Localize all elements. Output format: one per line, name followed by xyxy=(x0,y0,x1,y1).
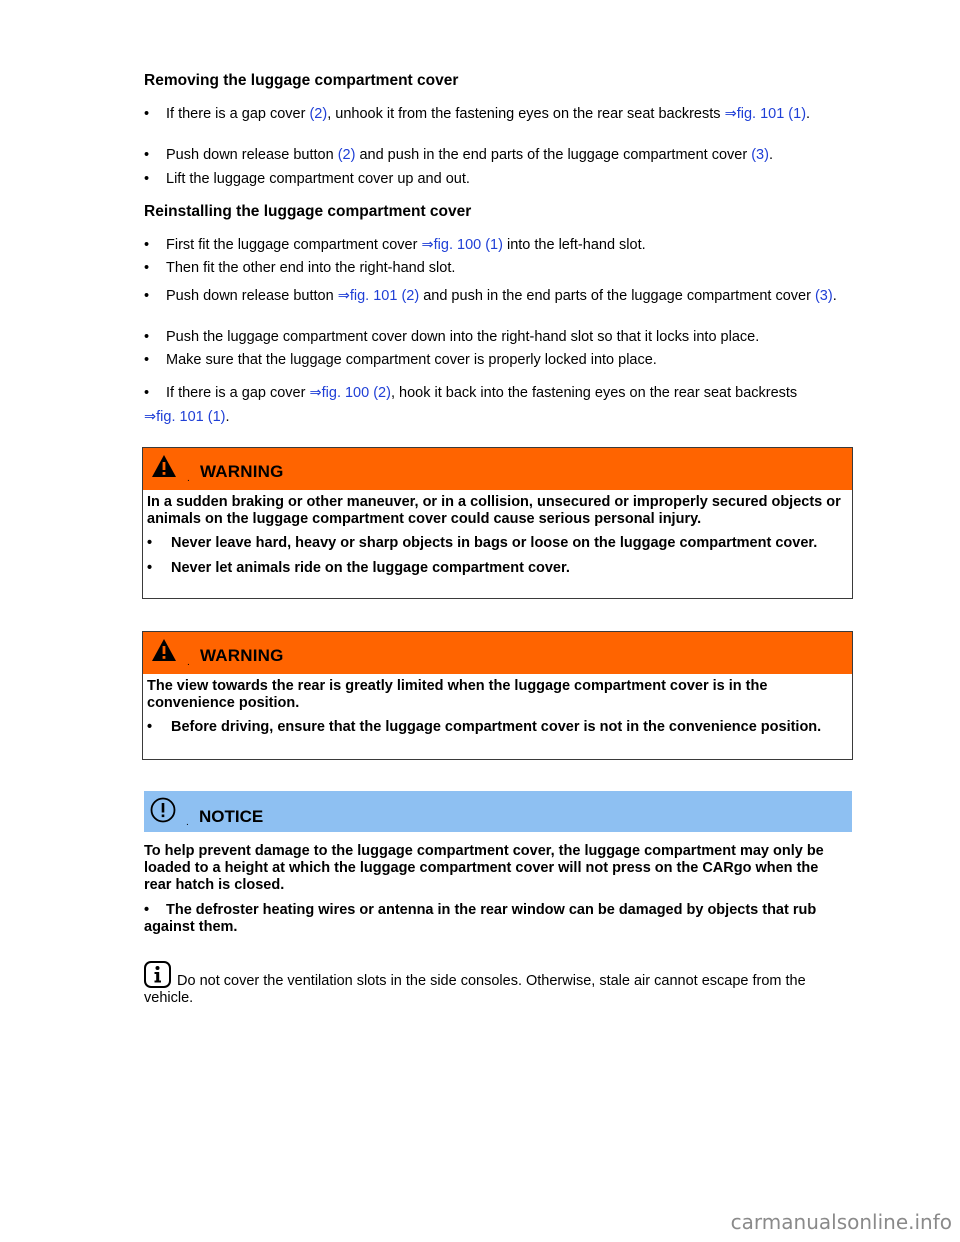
list-item: • The defroster heating wires or antenna in the rear window can be damaged by objects that rub against them. xyxy=(144,902,817,935)
ref-link[interactable]: (2) xyxy=(337,147,356,163)
list-item: • Then fit the other end into the right-hand slot. xyxy=(144,260,456,276)
ref-link[interactable]: fig. 101 (2) xyxy=(349,288,420,304)
warning-body xyxy=(143,674,852,736)
ref-link[interactable]: (2) xyxy=(309,106,328,122)
warning-title: WARNING xyxy=(200,646,284,665)
ref-link[interactable]: fig. 100 (1) xyxy=(433,237,503,253)
arrow-icon: ⇒ xyxy=(724,106,737,122)
header-dot: . xyxy=(186,817,189,828)
bullet-mark: • xyxy=(144,147,150,163)
bullet-mark: • xyxy=(144,237,150,253)
list-item: • Before driving, ensure that the luggage compartment cover is not in the convenience position. xyxy=(147,719,822,735)
warning-triangle-icon xyxy=(151,454,177,478)
notice-body xyxy=(144,843,844,936)
list-item: • If there is a gap cover ⇒fig. 100 (2), hook it back into the fastening eyes on the rear seat backrests ⇒fig. 101 (1). xyxy=(144,381,844,429)
list-item: • If there is a gap cover (2), unhook it from the fastening eyes on the rear seat backrests ⇒fig. 101 (1). xyxy=(144,106,811,122)
warning-intro: The view towards the rear is greatly limited when the luggage compartment cover is in the convenience position. xyxy=(147,678,768,711)
ref-link[interactable]: (3) xyxy=(751,147,769,163)
bullet-mark: • xyxy=(144,329,150,345)
warning-body xyxy=(143,490,852,577)
notice-title: NOTICE xyxy=(199,807,264,826)
list-item: • Push down release button (2) and push in the end parts of the luggage compartment cover (3). xyxy=(144,147,773,163)
warning-title: WARNING xyxy=(200,462,284,481)
bullet-mark: • xyxy=(147,719,153,735)
heading-reinstalling: Reinstalling the luggage compartment cover xyxy=(144,203,472,220)
watermark-text: carmanualsonline.info xyxy=(730,1210,952,1234)
bullet-mark: • xyxy=(147,535,153,551)
header-dot: . xyxy=(187,473,190,484)
ref-link[interactable]: fig. 101 (1) xyxy=(156,409,226,425)
list-item: • First fit the luggage compartment cover ⇒fig. 100 (1) into the left-hand slot. xyxy=(144,237,646,253)
exclamation-circle-icon xyxy=(150,797,176,823)
warning-box xyxy=(142,447,853,599)
list-item: • Push down release button ⇒fig. 101 (2) and push in the end parts of the luggage compartment cover (3). xyxy=(144,288,837,304)
warning-intro: In a sudden braking or other maneuver, or in a collision, unsecured or improperly secured objects or animals on the luggage compartment cover could cause serious personal injury. xyxy=(147,494,841,527)
ref-link[interactable]: fig. 100 (2) xyxy=(321,385,391,401)
arrow-icon: ⇒ xyxy=(309,385,322,401)
header-dot: . xyxy=(187,657,190,668)
notice-header xyxy=(144,791,852,832)
bullet-mark: • xyxy=(144,352,150,368)
warning-header xyxy=(143,448,852,490)
arrow-icon: ⇒ xyxy=(144,409,157,425)
heading-removing: Removing the luggage compartment cover xyxy=(144,72,459,89)
bullet-mark: • xyxy=(144,385,150,401)
warning-box xyxy=(142,631,853,760)
info-note xyxy=(144,961,844,1007)
list-item: • Lift the luggage compartment cover up and out. xyxy=(144,171,470,187)
arrow-icon: ⇒ xyxy=(421,237,434,253)
bullet-mark: • xyxy=(144,902,150,918)
list-item: • Push the luggage compartment cover down into the right-hand slot so that it locks into place. xyxy=(144,329,760,345)
bullet-mark: • xyxy=(147,560,153,576)
ref-link[interactable]: (3) xyxy=(814,288,833,304)
arrow-icon: ⇒ xyxy=(337,288,350,304)
bullet-mark: • xyxy=(144,171,150,187)
list-item: • Never leave hard, heavy or sharp objects in bags or loose on the luggage compartment cover. xyxy=(147,535,818,551)
list-item: • Make sure that the luggage compartment cover is properly locked into place. xyxy=(144,352,657,368)
warning-triangle-icon xyxy=(151,638,177,662)
bullet-mark: • xyxy=(144,106,150,122)
bullet-mark: • xyxy=(144,288,150,304)
notice-intro: To help prevent damage to the luggage compartment cover, the luggage compartment may only be loaded to a height at which the luggage compartment cover will not press on the CARgo when the rear hatch is closed. xyxy=(144,843,824,893)
info-text: Do not cover the ventilation slots in the side consoles. Otherwise, stale air cannot escape from the vehicle. xyxy=(144,973,806,1006)
warning-header xyxy=(143,632,852,674)
list-item: • Never let animals ride on the luggage compartment cover. xyxy=(147,560,570,576)
ref-link[interactable]: fig. 101 (1) xyxy=(736,106,807,122)
bullet-mark: • xyxy=(144,260,150,276)
info-icon xyxy=(144,961,171,988)
